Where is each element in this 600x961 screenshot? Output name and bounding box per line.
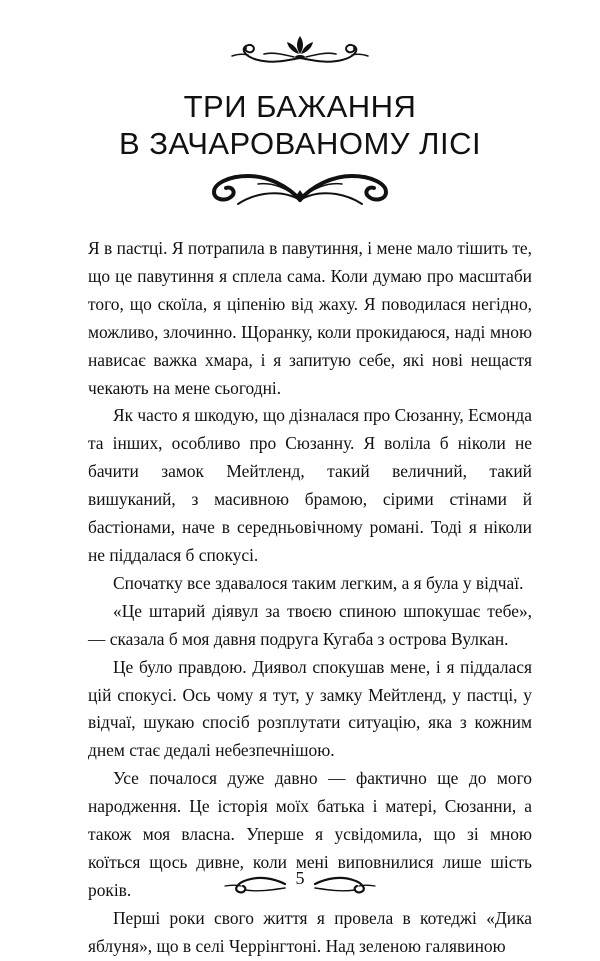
chapter-title-line-1: ТРИ БАЖАННЯ bbox=[183, 89, 417, 124]
paragraph-6: Усе почалося дуже давно — фактично ще до мого народження. Це історія моїх батька і матері, Сюзанни, а також моя власна. Уперше я усвідомила, що зі мною коїться щось дивне, коли мені виповнилися лише шість років. bbox=[88, 768, 532, 900]
paragraph-2: Як часто я шкодую, що дізналася про Сюзанну, Есмонда та інших, особливо про Сюзанну. Я воліла б ніколи не бачити замок Мейтленд, такий величний, такий вишуканий, з масивною брамою, сірими стінами й бастіонами, наче в середньовічному романі. Тоді я ніколи не піддалася б спокусі. bbox=[88, 405, 532, 565]
paragraph-4: «Це штарий діявул за твоєю спиною шпокушає тебе», — сказала б моя давня подруга Кугаба з острова Вулкан. bbox=[88, 600, 532, 649]
paragraph-7: Перші роки свого життя я провела в котеджі «Дика яблуня», що в селі Черрінгтоні. Над зеленою галявиною bbox=[88, 907, 532, 956]
paragraph-3: Спочатку все здавалося таким легким, а я була у відчаї. bbox=[113, 572, 524, 593]
title-flourish-ornament-icon bbox=[198, 160, 402, 208]
paragraph-5: Це було правдою. Диявол спокушав мене, і я піддалася цій спокусі. Ось чому я тут, у замку Мейтленд, у пастці, у відчаї, шукаю спосіб розплутати ситуацію, яка з кожним днем стає дедалі небезпечнішою. bbox=[88, 656, 532, 761]
body-text bbox=[88, 235, 532, 961]
top-lotus-ornament-icon bbox=[228, 30, 372, 66]
chapter-title-line-2: В ЗАЧАРОВАНОМУ ЛІСІ bbox=[118, 126, 482, 161]
page-number: 5 bbox=[295, 868, 305, 888]
chapter-title bbox=[0, 88, 600, 162]
paragraph-1: Я в пастці. Я потрапила в павутиння, і мене мало тішить те, що це павутиння я сплела сама. Коли думаю про масштаби того, що скоїла, я ціпенію від жаху. Я поводилася негідно, можливо, злочинно. Щоранку, коли прокидаюся, наді мною нависає важка хмара, і я запитую себе, які нові нещастя чекають на мене сьогодні. bbox=[88, 238, 532, 398]
